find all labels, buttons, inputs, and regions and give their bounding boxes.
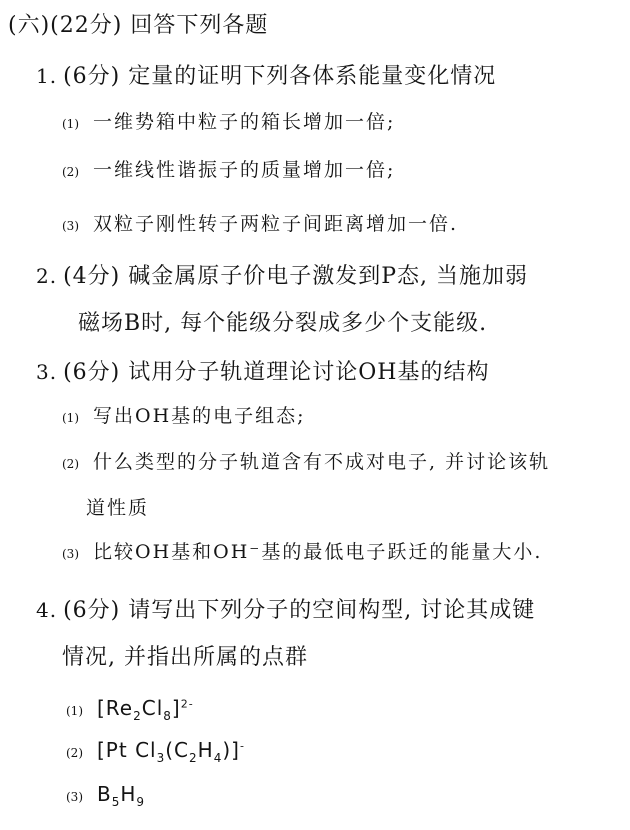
question-2-continuation: 磁场B时, 每个能级分裂成多少个支能级. xyxy=(78,311,488,336)
question-4-continuation: 情况, 并指出所属的点群 xyxy=(62,645,308,670)
item-number: (3) xyxy=(62,219,79,233)
formula-ptcl3c2h4: [Pt $Cl_3(C_2H_4)]^-$ xyxy=(97,737,245,765)
question-1-item-2 xyxy=(62,156,395,186)
question-2 xyxy=(36,262,528,291)
item-number: (2) xyxy=(62,165,79,179)
question-3-item-2 xyxy=(62,448,550,478)
question-number: 4. xyxy=(36,598,58,622)
question-1-item-1 xyxy=(62,108,395,138)
question-3 xyxy=(36,358,489,387)
formula-b5h9: $B_5H_9$ xyxy=(97,782,146,809)
item-number: (2) xyxy=(62,457,79,471)
item-number: (2) xyxy=(66,745,83,760)
item-text: 写出OH基的电子组态; xyxy=(93,405,306,427)
item-text: 一维线性谐振子的质量增加一倍; xyxy=(93,159,396,181)
question-1-item-3 xyxy=(62,210,458,240)
question-1 xyxy=(36,62,496,91)
question-text: (6分) 请写出下列分子的空间构型, 讨论其成键 xyxy=(63,598,536,623)
item-text: 双粒子刚性转子两粒子间距离增加一倍. xyxy=(93,213,459,235)
question-4-item-3 xyxy=(66,780,145,816)
item-number: (3) xyxy=(62,547,79,561)
question-number: 2. xyxy=(36,264,58,288)
item-text: 比较OH基和OH⁻基的最低电子跃迁的能量大小. xyxy=(93,541,543,563)
question-number: 1. xyxy=(36,64,58,88)
item-number: (1) xyxy=(66,703,83,718)
question-4-item-2 xyxy=(66,732,245,772)
item-number: (1) xyxy=(62,411,79,425)
item-number: (3) xyxy=(66,790,83,804)
section-header: (六)(22分) 回答下列各题 xyxy=(8,13,269,38)
item-text: 一维势箱中粒子的箱长增加一倍; xyxy=(93,111,396,133)
question-4-item-1 xyxy=(66,690,194,730)
question-3-item-3 xyxy=(62,538,542,568)
item-text: 什么类型的分子轨道含有不成对电子, 并讨论该轨 xyxy=(93,451,551,473)
question-number: 3. xyxy=(36,360,58,384)
formula-re2cl8: $[Re_2Cl_8]^{2-}$ xyxy=(97,695,194,723)
item-number: (1) xyxy=(62,117,79,131)
question-3-item-1 xyxy=(62,402,306,432)
question-text: (6分) 定量的证明下列各体系能量变化情况 xyxy=(63,64,497,89)
question-3-item-2-continuation: 道性质 xyxy=(86,497,150,519)
question-text: (4分) 碱金属原子价电子激发到P态, 当施加弱 xyxy=(63,264,529,289)
question-4 xyxy=(36,596,535,625)
question-text: (6分) 试用分子轨道理论讨论OH基的结构 xyxy=(63,360,490,385)
